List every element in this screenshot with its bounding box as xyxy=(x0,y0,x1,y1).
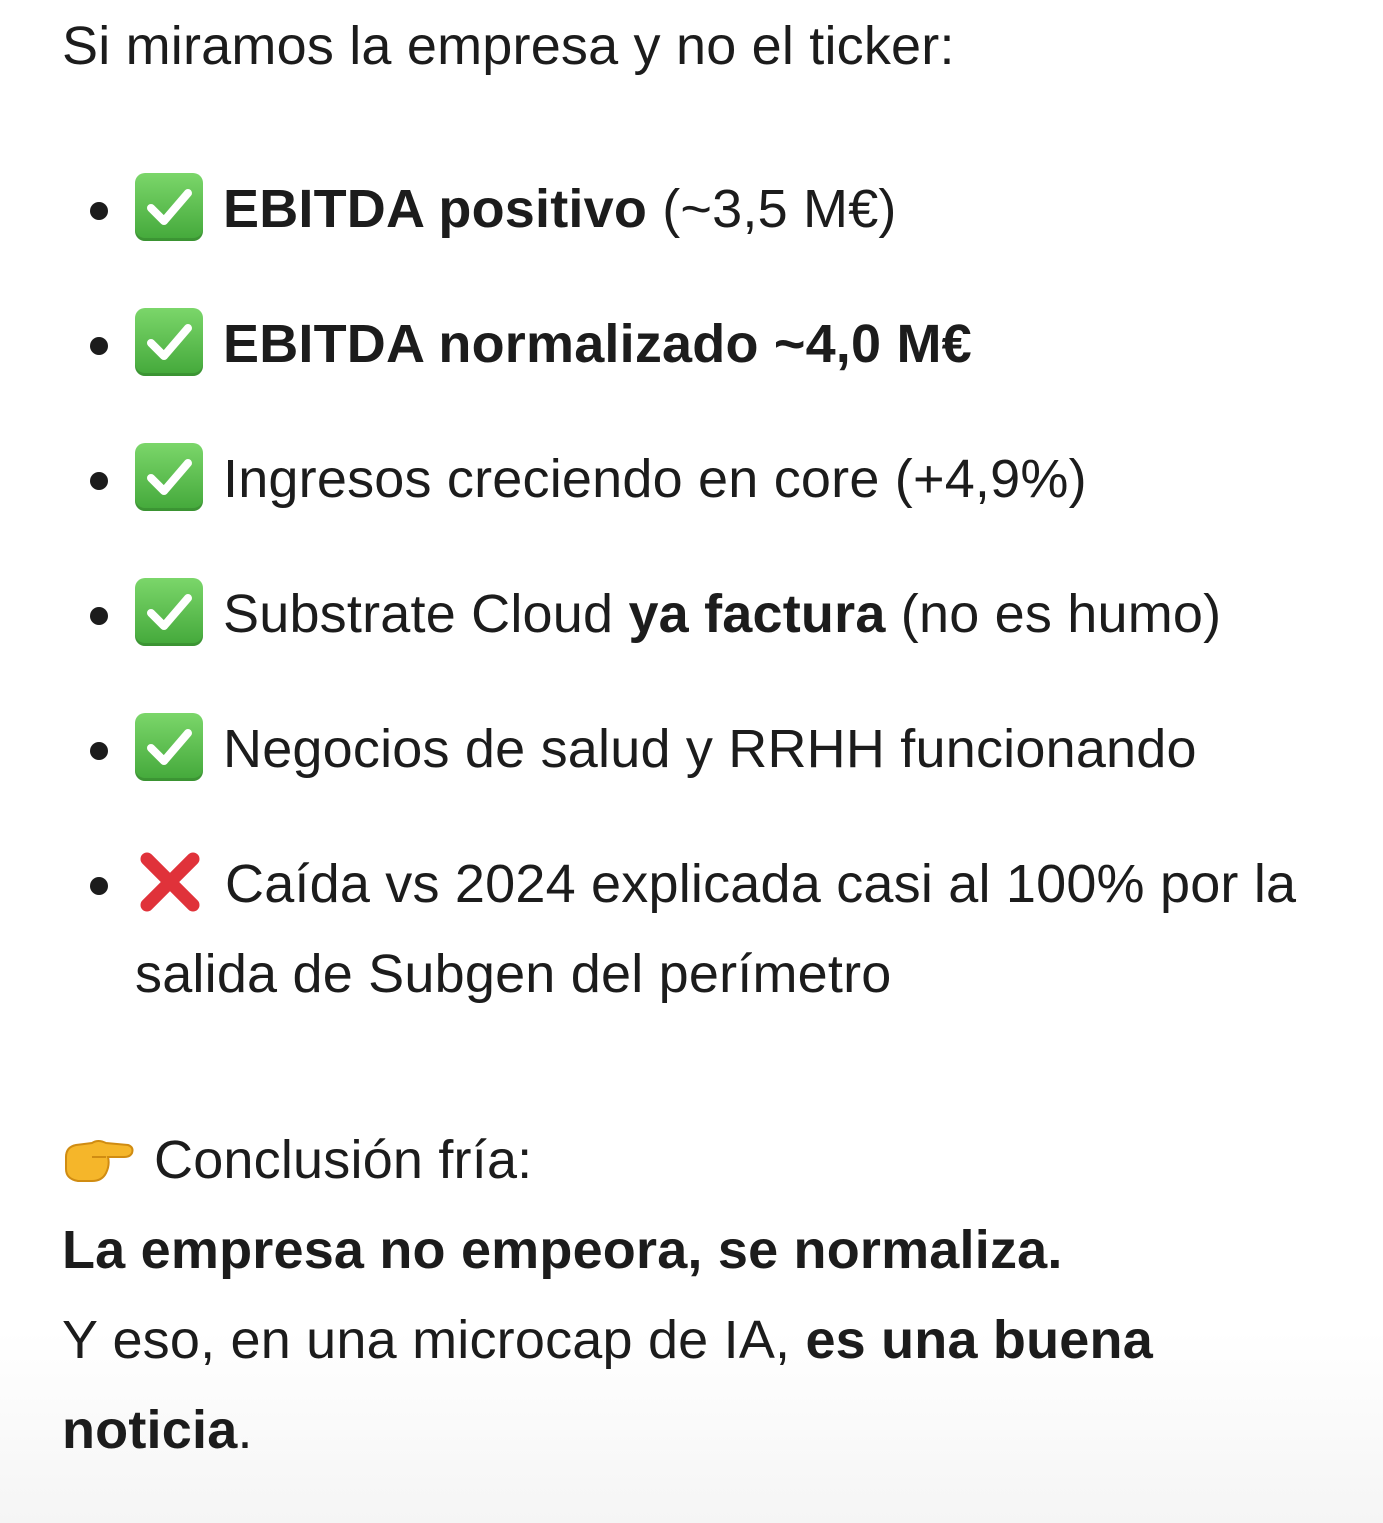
list-item xyxy=(62,569,1343,659)
item-bold-text: EBITDA positivo xyxy=(223,179,648,239)
list-item xyxy=(62,704,1343,794)
check-icon xyxy=(135,308,203,376)
conclusion-bold-text: La empresa no empeora, se normaliza. xyxy=(62,1220,1063,1280)
final-text: Y eso, en una microcap de IA, xyxy=(62,1310,806,1370)
list-item xyxy=(62,434,1343,524)
bullet-dot xyxy=(90,202,108,220)
list-item xyxy=(62,839,1343,1019)
item-text: Substrate Cloud xyxy=(223,584,629,644)
bullet-dot xyxy=(90,877,108,895)
check-icon xyxy=(135,578,203,646)
conclusion-heading xyxy=(62,1115,1343,1205)
check-icon xyxy=(135,443,203,511)
item-text: Negocios de salud y RRHH funcionando xyxy=(223,719,1197,779)
bullet-dot xyxy=(90,472,108,490)
bullet-dot xyxy=(90,607,108,625)
check-icon xyxy=(135,713,203,781)
conclusion-heading-text: Conclusión fría: xyxy=(154,1130,533,1190)
pointing-finger-icon xyxy=(62,1135,134,1185)
item-text: Ingresos creciendo en core (+4,9%) xyxy=(223,449,1087,509)
item-text: (no es humo) xyxy=(885,584,1222,644)
item-text: Caída vs 2024 explicada casi al 100% por la salida de Subgen del perímetro xyxy=(135,854,1297,1004)
conclusion-bold-line xyxy=(62,1205,1343,1295)
list-item xyxy=(62,299,1343,389)
item-text: (~3,5 M€) xyxy=(647,179,897,239)
highlights-list xyxy=(62,164,1343,1019)
final-period: . xyxy=(237,1400,253,1460)
item-bold-text: EBITDA normalizado ~4,0 M€ xyxy=(223,314,972,374)
bullet-dot xyxy=(90,742,108,760)
check-icon xyxy=(135,173,203,241)
conclusion-final-paragraph xyxy=(62,1295,1343,1475)
intro-text: Si miramos la empresa y no el ticker: xyxy=(62,16,955,76)
bullet-dot xyxy=(90,337,108,355)
cross-icon xyxy=(135,847,205,917)
list-item xyxy=(62,164,1343,254)
final-bold-text: es una buena noticia xyxy=(62,1310,1153,1460)
item-bold-text: ya factura xyxy=(628,584,886,644)
